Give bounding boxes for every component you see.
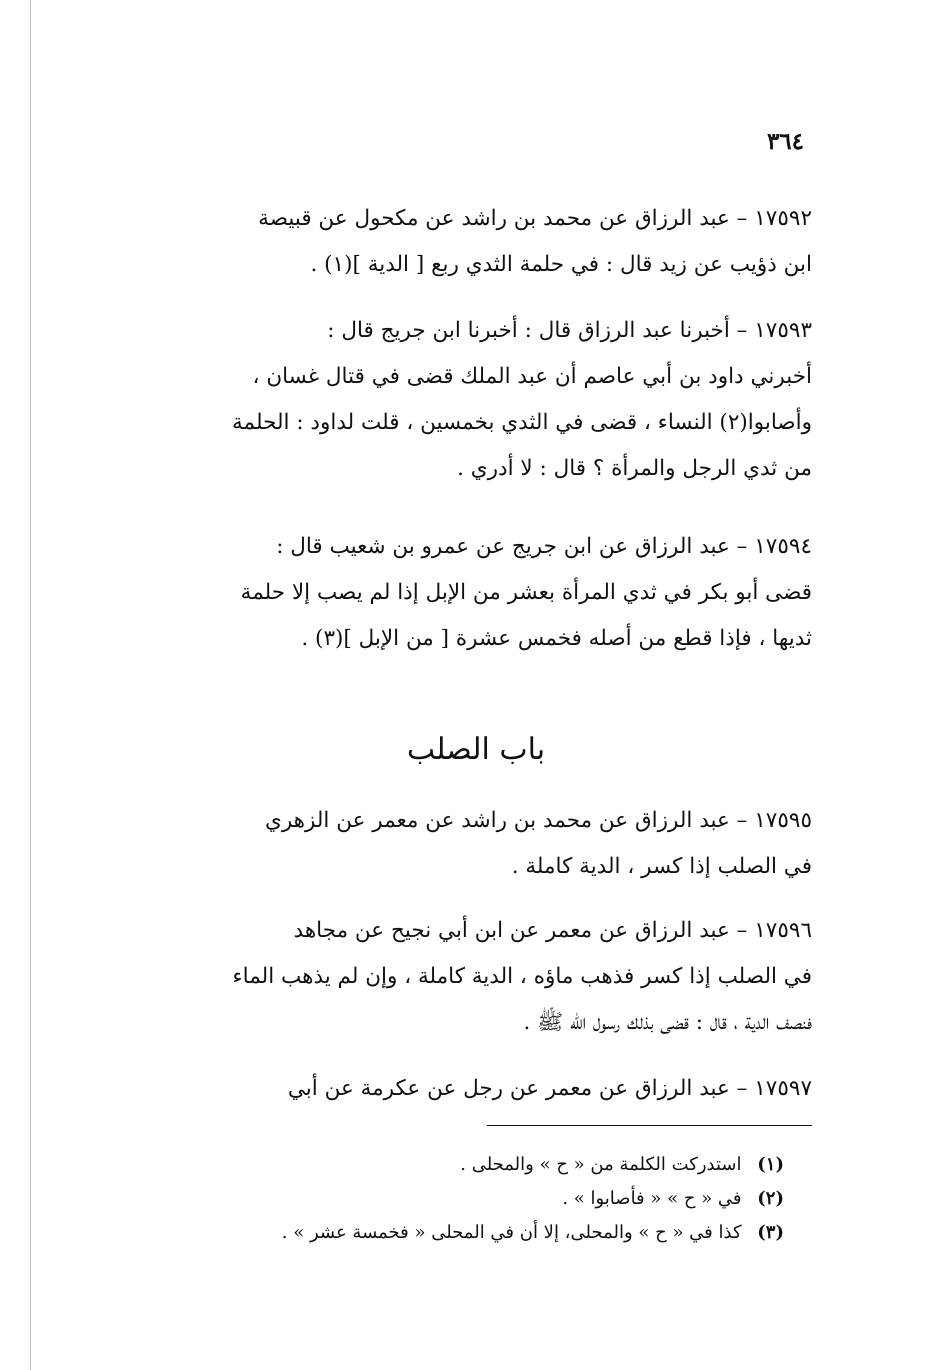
footnotes (140, 1148, 812, 1250)
footnote-text: كذا في « ح » والمحلى، إلا أن في المحلى « فخمسة عشر » . (281, 1222, 742, 1243)
hadith-17596 (140, 908, 812, 1046)
hadith-17594 (140, 524, 812, 662)
text-line: ابن ذؤيب عن زيد قال : في حلمة الثدي ربع [ الدية ](١) . (310, 252, 812, 277)
text-line: وأصابوا(٢) النساء ، قضى في الثدي بخمسين ، قلت لداود : الحلمة (232, 410, 812, 435)
book-page (140, 0, 812, 1370)
footnote-3 (140, 1216, 812, 1250)
footnote-number: (١) (757, 1154, 784, 1175)
text-line: ١٧٥٩٤ – عبد الرزاق عن ابن جريج عن عمرو بن شعيب قال : (276, 534, 812, 559)
text-line: ١٧٥٩٧ – عبد الرزاق عن معمر عن رجل عن عكرمة عن أبي (287, 1076, 812, 1101)
footnote-text: استدركت الكلمة من « ح » والمحلى . (460, 1154, 742, 1175)
footnote-1 (140, 1148, 812, 1182)
text-line: في الصلب إذا كسر فذهب ماؤه ، الدية كاملة ، وإن لم يذهب الماء (232, 964, 812, 989)
chapter-title: باب الصلب (406, 732, 546, 767)
hadith-17597 (140, 1066, 812, 1112)
text-line: ١٧٥٩٣ – أخبرنا عبد الرزاق قال : أخبرنا ابن جريج قال : (327, 318, 812, 343)
hadith-17593 (140, 308, 812, 492)
text-line: فنصف الدية ، قال : قضى بذلك رسول الله ﷺ . (523, 1010, 812, 1035)
text-line: ١٧٥٩٢ – عبد الرزاق عن محمد بن راشد عن مكحول عن قبيصة (258, 206, 812, 231)
text-line: قضى أبو بكر في ثدي المرأة بعشر من الإبل إذا لم يصب إلا حلمة (240, 580, 812, 605)
text-line: ثديها ، فإذا قطع من أصله فخمس عشرة [ من الإبل ](٣) . (301, 626, 812, 651)
footnote-divider (487, 1125, 812, 1126)
footnote-2 (140, 1182, 812, 1216)
text-line: ١٧٥٩٥ – عبد الرزاق عن محمد بن راشد عن معمر عن الزهري (264, 808, 812, 833)
text-line: ١٧٥٩٦ – عبد الرزاق عن معمر عن ابن أبي نجيح عن مجاهد (293, 918, 812, 943)
text-line: أخبرني داود بن أبي عاصم أن عبد الملك قضى في قتال غسان ، (252, 364, 812, 389)
text-line: من ثدي الرجل والمرأة ؟ قال : لا أدري . (457, 456, 812, 481)
hadith-17595 (140, 798, 812, 890)
footnote-number: (٢) (757, 1188, 784, 1209)
footnote-text: في « ح » « فأصابوا » . (562, 1188, 742, 1209)
footnote-number: (٣) (757, 1222, 784, 1243)
hadith-17592 (140, 196, 812, 288)
text-line: في الصلب إذا كسر ، الدية كاملة . (511, 854, 812, 879)
page-number: ٣٦٤ (766, 128, 804, 155)
page-gutter-line (30, 0, 31, 1370)
